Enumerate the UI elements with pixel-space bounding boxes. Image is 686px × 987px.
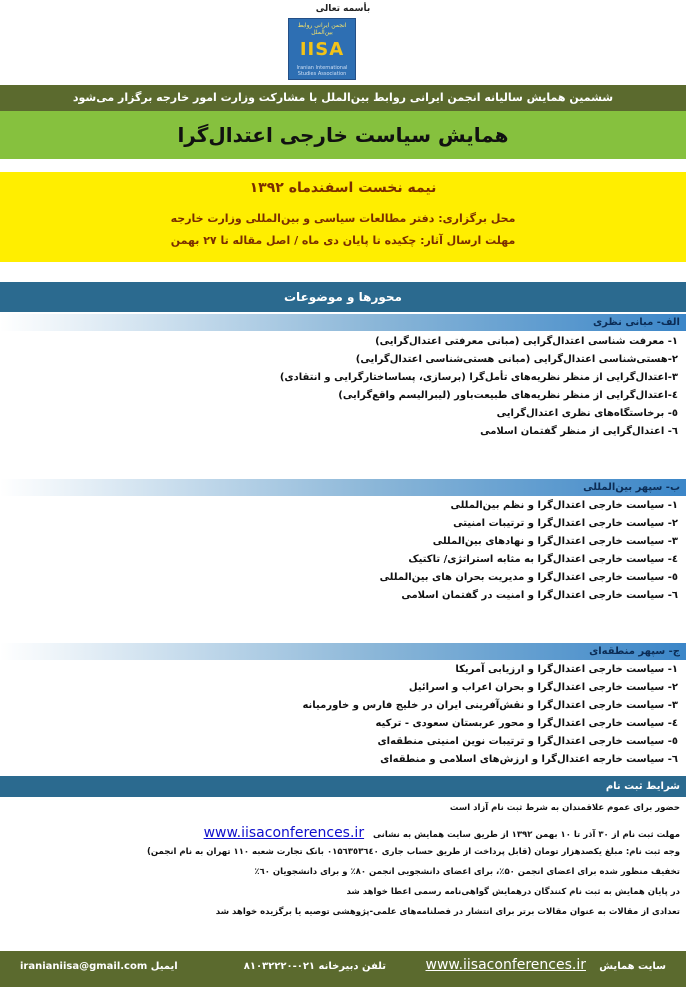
- list-item: ٦- اعتدال‌گرایی از منظر گفتمان اسلامی: [480, 426, 678, 437]
- list-item: ۱- سیاست خارجی اعتدال‌گرا و ارزیابی آمریکا: [455, 664, 678, 675]
- section-a-heading: [0, 314, 686, 331]
- list-item: ٥- سیاست خارجی اعتدال‌گرا و ترتیبات نوین امنیتی منطقه‌ای: [377, 736, 678, 747]
- registration-period-text: مهلت ثبت نام از ۳۰ آذر تا ۱۰ بهمن ۱۳۹۲ از طریق سایت همایش به نشانی: [373, 830, 680, 840]
- registration-publication: تعدادی از مقالات به عنوان مقالات برتر برای انتشار در فصلنامه‌های علمی-پژوهشی توصیه یا برگزیده خواهد شد: [215, 907, 680, 917]
- registration-heading: [0, 776, 686, 797]
- section-a-list: [8, 333, 680, 441]
- logo-mark: IISA: [299, 39, 345, 60]
- list-item: ٤-اعتدال‌گرایی از منظر نظریه‌های طبیعت‌باور (لیبرالیسم واقع‌گرایی): [338, 390, 678, 401]
- registration-title: شرایط ثبت نام: [605, 781, 680, 792]
- footer-website-link[interactable]: www.iisaconferences.ir: [425, 957, 586, 973]
- list-item: ۳- سیاست خارجی اعتدال‌گرا و نقش‌آفرینی ایران در خلیج فارس و خاورمیانه: [302, 700, 678, 711]
- list-item: ۱- معرفت شناسی اعتدال‌گرایی (مبانی معرفتی اعتدال‌گرایی): [375, 336, 678, 347]
- venue-text: محل برگزاری: دفتر مطالعات سیاسی و بین‌المللی وزارت خارجه: [170, 212, 516, 225]
- registration-open-text: حضور برای عموم علاقمندان به شرط ثبت نام آزاد است: [449, 803, 680, 813]
- registration-period: [6, 825, 680, 841]
- list-item: ۳-اعتدال‌گرایی از منظر نظریه‌های تأمل‌گرا (برسازی، پساساختارگرایی و انتقادی): [279, 372, 678, 383]
- registration-certificate: در پایان همایش به ثبت نام کنندگان درهمایش گواهی‌نامه رسمی اعطا خواهد شد: [346, 887, 680, 897]
- page-title: همایش سیاست خارجی اعتدال‌گرا: [0, 111, 686, 159]
- section-c-list: [8, 661, 680, 769]
- registration-website-link[interactable]: www.iisaconferences.ir: [203, 825, 365, 841]
- footer-phone: تلفن دبیرخانه ۰۲۱-۸۱۰۳۲۲۲۰: [243, 961, 386, 972]
- topics-heading: محورها و موضوعات: [0, 282, 686, 312]
- list-item: ٥- برخاستگاه‌های نظری اعتدال‌گرایی: [496, 408, 678, 419]
- iisa-logo: [288, 18, 356, 80]
- footer-site-label: سایت همایش: [599, 961, 666, 972]
- section-c-heading: [0, 643, 686, 660]
- list-item: ٤- سیاست خارجی اعتدال‌گرا به مثابه استراتژی/ تاکتیک: [408, 554, 678, 565]
- list-item: ۱- سیاست خارجی اعتدال‌گرا و نظم بین‌المللی: [450, 500, 678, 511]
- info-panel: [0, 172, 686, 262]
- registration-discount: تخفیف منظور شده برای اعضای انجمن ۵۰٪، برای اعضای دانشجویی انجمن ۸۰٪ و برای دانشجویان ٦۰٪: [254, 867, 680, 877]
- list-item: ۲- سیاست خارجی اعتدال‌گرا و ترتیبات امنیتی: [453, 518, 678, 529]
- section-b-list: [8, 497, 680, 605]
- logo-subtitle: Iranian International Studies Association: [296, 65, 348, 77]
- footer-bar: [0, 951, 686, 987]
- section-b-label: ب- سپهر بین‌المللی: [583, 482, 680, 493]
- section-a-label: الف- مبانی نظری: [593, 317, 680, 328]
- list-item: ۲-هستی‌شناسی اعتدال‌گرایی (مبانی هستی‌شناسی اعتدال‌گرایی): [355, 354, 678, 365]
- list-item: ٦- سیاست خارجه اعتدال‌گرا و ارزش‌های اسلامی و منطقه‌ای: [380, 754, 678, 765]
- list-item: ٥- سیاست خارجی اعتدال‌گرا و مدیریت بحران های بین‌المللی: [379, 572, 678, 583]
- footer-email[interactable]: ایمیل iranianiisa@gmail.com: [20, 961, 178, 972]
- deadline-text: مهلت ارسال آثار: چکیده تا پایان دی ماه / اصل مقاله تا ۲۷ بهمن: [170, 234, 516, 247]
- registration-fee: وجه ثبت نام: مبلغ یکصدهزار تومان (قابل پرداخت از طریق حساب جاری ۰۱۵٦۳٥۳٦٤۰ بانک تجارت شعبه ۱۱۰ تهران به نام انجمن): [146, 847, 680, 857]
- list-item: ۲- سیاست خارجی اعتدال‌گرا و بحران اعراب و اسرائیل: [408, 682, 678, 693]
- conference-date: نیمه نخست اسفندماه ۱۳۹۲: [249, 180, 437, 196]
- basmala: بأسمه تعالی: [315, 4, 371, 14]
- section-b-heading: [0, 479, 686, 496]
- list-item: ٤- سیاست خارجی اعتدال‌گرا و محور عربستان سعودی - ترکیه: [375, 718, 678, 729]
- list-item: ٦- سیاست خارجی اعتدال‌گرا و امنیت در گفتمان اسلامی: [401, 590, 678, 601]
- list-item: ۳- سیاست خارجی اعتدال‌گرا و نهادهای بین‌المللی: [432, 536, 678, 547]
- organizer-banner: ششمین همایش سالیانه انجمن ایرانی روابط بین‌الملل با مشارکت وزارت امور خارجه برگزار می‌شود: [0, 85, 686, 111]
- section-c-label: ج- سپهر منطقه‌ای: [589, 646, 680, 657]
- logo-name-line: انجمن ایرانی روابط بین‌الملل: [297, 22, 347, 36]
